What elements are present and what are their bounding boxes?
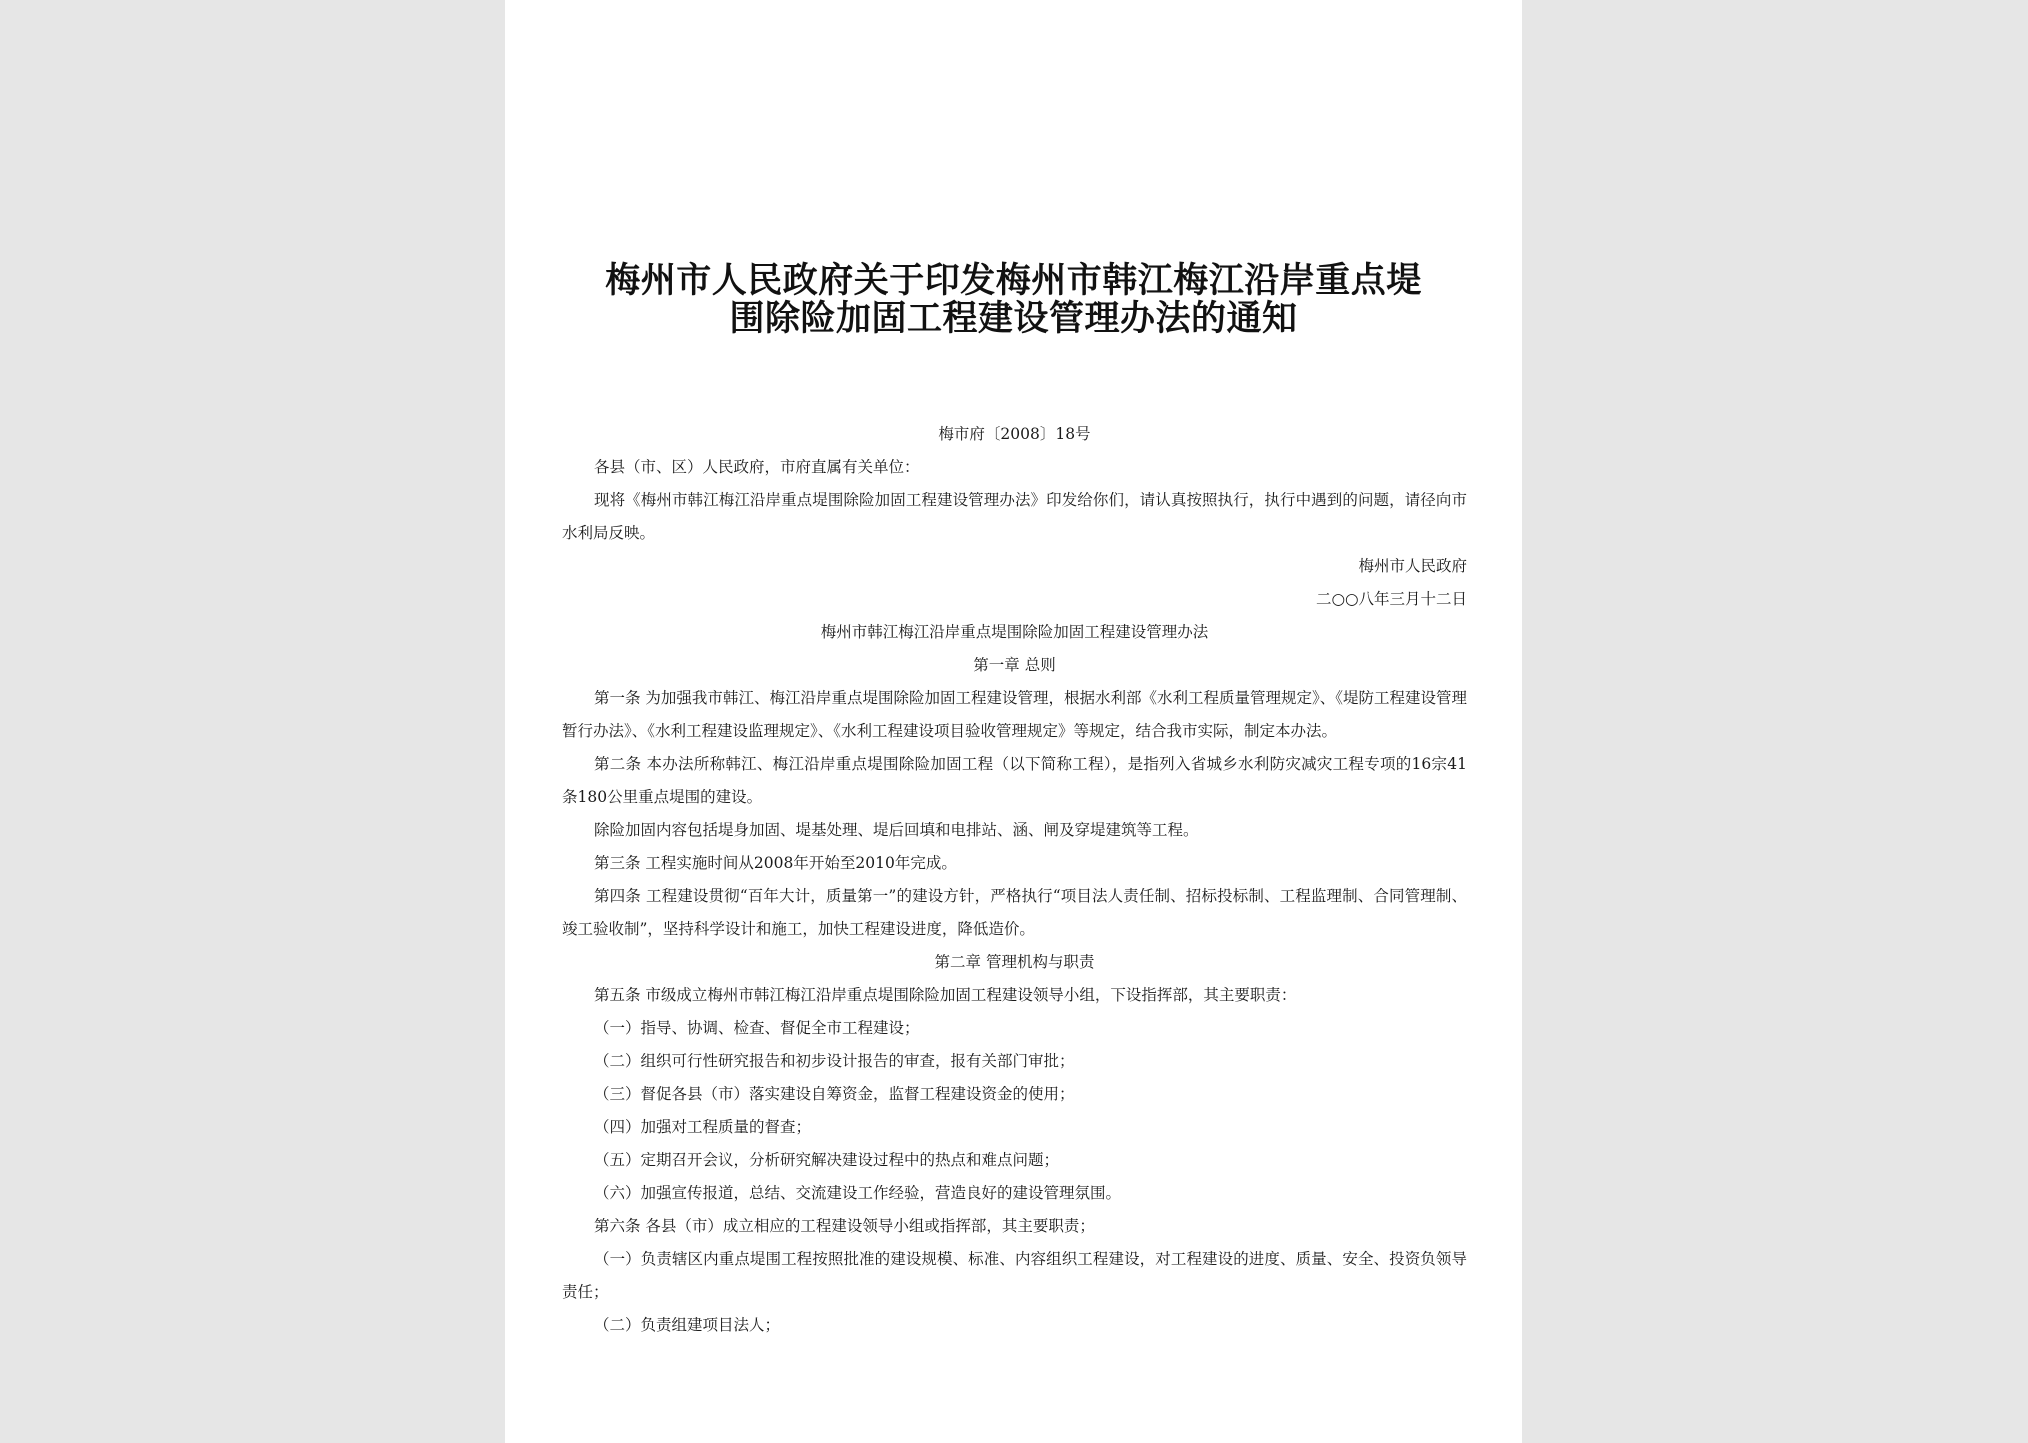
article-4: 第四条 工程建设贯彻“百年大计，质量第一”的建设方针，严格执行“项目法人责任制、招标投标制、工程监理制、合同管理制、竣工验收制”，坚持科学设计和施工，加快工程建设进度，降低造价。: [562, 887, 1467, 938]
article-6-item-2: （二）负责组建项目法人；: [594, 1316, 781, 1334]
document-page: [505, 0, 1522, 1443]
article-5: 第五条 市级成立梅州市韩江梅江沿岸重点堤围除险加固工程建设领导小组，下设指挥部，其主要职责：: [594, 986, 1297, 1004]
article-5-item-6: （六）加强宣传报道，总结、交流建设工作经验，营造良好的建设管理氛围。: [594, 1184, 1122, 1202]
signature: 梅州市人民政府: [1358, 557, 1467, 575]
article-3: 第三条 工程实施时间从2008年开始至2010年完成。: [594, 854, 957, 872]
article-2: 第二条 本办法所称韩江、梅江沿岸重点堤围除险加固工程（以下简称工程），是指列入省城乡水利防灾减灾工程专项的16宗41条180公里重点堤围的建设。: [562, 755, 1467, 806]
article-5-item-4: （四）加强对工程质量的督查；: [594, 1118, 812, 1136]
article-6-item-1: （一）负责辖区内重点堤围工程按照批准的建设规模、标准、内容组织工程建设，对工程建设的进度、质量、安全、投资负领导责任；: [562, 1250, 1467, 1301]
article-5-item-1: （一）指导、协调、检查、督促全市工程建设；: [594, 1019, 920, 1037]
title-line-2: 围除险加固工程建设管理办法的通知: [729, 299, 1298, 339]
addressee: 各县（市、区）人民政府，市府直属有关单位：: [594, 458, 920, 476]
article-5-item-2: （二）组织可行性研究报告和初步设计报告的审查，报有关部门审批；: [594, 1052, 1075, 1070]
issue-date: 二○○八年三月十二日: [1315, 590, 1467, 608]
article-6: 第六条 各县（市）成立相应的工程建设领导小组或指挥部，其主要职责；: [594, 1217, 1095, 1235]
article-1: 第一条 为加强我市韩江、梅江沿岸重点堤围除险加固工程建设管理，根据水利部《水利工程质量管理规定》、《堤防工程建设管理暂行办法》、《水利工程建设监理规定》、《水利工程建设项目验收管理规定》等规定，结合我市实际，制定本办法。: [562, 689, 1467, 740]
article-5-item-3: （三）督促各县（市）落实建设自筹资金，监督工程建设资金的使用；: [594, 1085, 1075, 1103]
document-number: 梅市府〔2008〕18号: [938, 425, 1091, 443]
article-5-item-5: （五）定期召开会议，分析研究解决建设过程中的热点和难点问题；: [594, 1151, 1060, 1169]
chapter-2-heading: 第二章 管理机构与职责: [934, 953, 1095, 971]
document-body: [562, 418, 1467, 1342]
title-line-1: 梅州市人民政府关于印发梅州市韩江梅江沿岸重点堤: [605, 261, 1422, 301]
intro-paragraph: 现将《梅州市韩江梅江沿岸重点堤围除险加固工程建设管理办法》印发给你们，请认真按照执行，执行中遇到的问题，请径向市水利局反映。: [562, 491, 1467, 542]
document-title: [505, 262, 1522, 338]
chapter-1-heading: 第一章 总则: [973, 656, 1056, 674]
article-2-scope: 除险加固内容包括堤身加固、堤基处理、堤后回填和电排站、涵、闸及穿堤建筑等工程。: [594, 821, 1199, 839]
measures-title: 梅州市韩江梅江沿岸重点堤围除险加固工程建设管理办法: [820, 623, 1209, 641]
